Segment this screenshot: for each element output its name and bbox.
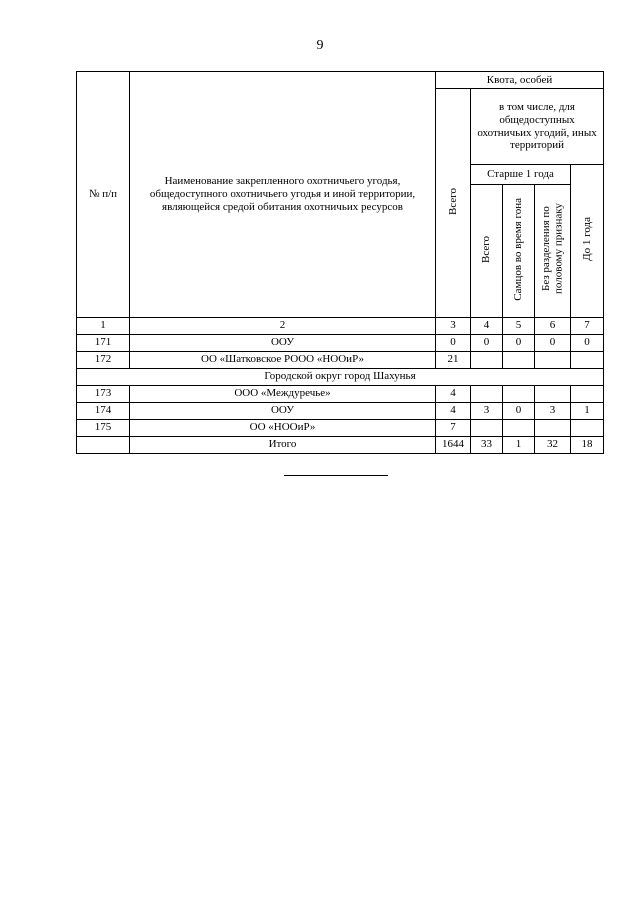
row-name: ООО «Междуречье» xyxy=(130,385,436,402)
header-under1-label: До 1 года xyxy=(580,217,593,261)
row-name: ООУ xyxy=(130,334,436,351)
header-quota: Квота, особей xyxy=(436,72,604,89)
column-number: 5 xyxy=(503,317,535,334)
row-no-sex xyxy=(535,351,571,368)
row-older-total: 0 xyxy=(471,334,503,351)
row-males xyxy=(503,385,535,402)
row-older-total xyxy=(471,385,503,402)
row-num: 172 xyxy=(77,351,130,368)
column-number: 6 xyxy=(535,317,571,334)
row-older-total xyxy=(471,351,503,368)
row-total: 0 xyxy=(436,334,471,351)
row-under1: 0 xyxy=(571,334,604,351)
column-number: 1 xyxy=(77,317,130,334)
row-older-total xyxy=(471,419,503,436)
row-total: 7 xyxy=(436,419,471,436)
total-total: 1644 xyxy=(436,436,471,453)
row-num: 174 xyxy=(77,402,130,419)
row-num: 173 xyxy=(77,385,130,402)
total-num xyxy=(77,436,130,453)
row-num: 171 xyxy=(77,334,130,351)
row-males xyxy=(503,419,535,436)
row-males: 0 xyxy=(503,334,535,351)
header-total xyxy=(436,89,471,318)
row-older-total: 3 xyxy=(471,402,503,419)
row-no-sex xyxy=(535,385,571,402)
row-name: ОО «НООиР» xyxy=(130,419,436,436)
row-total: 4 xyxy=(436,385,471,402)
table-row xyxy=(77,351,604,368)
row-no-sex xyxy=(535,419,571,436)
header-name: Наименование закрепленного охотничьего угодья, общедоступного охотничьего угодья и иной территории, являющейся средой обитания охотничьих ресурсов xyxy=(130,72,436,318)
table-row xyxy=(77,402,604,419)
header-no-sex-label: Без разделения по половому признаку xyxy=(539,203,565,295)
region-row xyxy=(77,368,604,385)
total-no-sex: 32 xyxy=(535,436,571,453)
header-older: Старше 1 года xyxy=(471,165,571,185)
column-number-row xyxy=(77,317,604,334)
table-row xyxy=(77,334,604,351)
row-name: ООУ xyxy=(130,402,436,419)
header-older-total-label: Всего xyxy=(480,235,493,263)
end-rule xyxy=(284,475,388,476)
total-males: 1 xyxy=(503,436,535,453)
page-number: 9 xyxy=(316,38,324,53)
table-row xyxy=(77,385,604,402)
column-number: 7 xyxy=(571,317,604,334)
total-row xyxy=(77,436,604,453)
row-under1 xyxy=(571,385,604,402)
column-number: 3 xyxy=(436,317,471,334)
header-total-label: Всего xyxy=(446,187,459,215)
total-label: Итого xyxy=(130,436,436,453)
header-under1 xyxy=(571,165,604,318)
row-males: 0 xyxy=(503,402,535,419)
header-males xyxy=(503,185,535,318)
row-no-sex: 0 xyxy=(535,334,571,351)
header-males-label: Самцов во время гона xyxy=(512,197,525,301)
column-number: 4 xyxy=(471,317,503,334)
row-under1 xyxy=(571,351,604,368)
total-older-total: 33 xyxy=(471,436,503,453)
row-total: 21 xyxy=(436,351,471,368)
quota-table xyxy=(76,71,604,454)
row-num: 175 xyxy=(77,419,130,436)
row-under1 xyxy=(571,419,604,436)
row-no-sex: 3 xyxy=(535,402,571,419)
row-males xyxy=(503,351,535,368)
header-older-total xyxy=(471,185,503,318)
column-number: 2 xyxy=(130,317,436,334)
header-num: № п/п xyxy=(77,72,130,318)
total-under1: 18 xyxy=(571,436,604,453)
table-row xyxy=(77,419,604,436)
region-heading: Городской округ город Шахунья xyxy=(77,368,604,385)
row-under1: 1 xyxy=(571,402,604,419)
row-name: ОО «Шатковское РООО «НООиР» xyxy=(130,351,436,368)
header-no-sex xyxy=(535,185,571,318)
header-including: в том числе, для общедоступных охотничьих угодий, иных территорий xyxy=(471,89,604,165)
row-total: 4 xyxy=(436,402,471,419)
